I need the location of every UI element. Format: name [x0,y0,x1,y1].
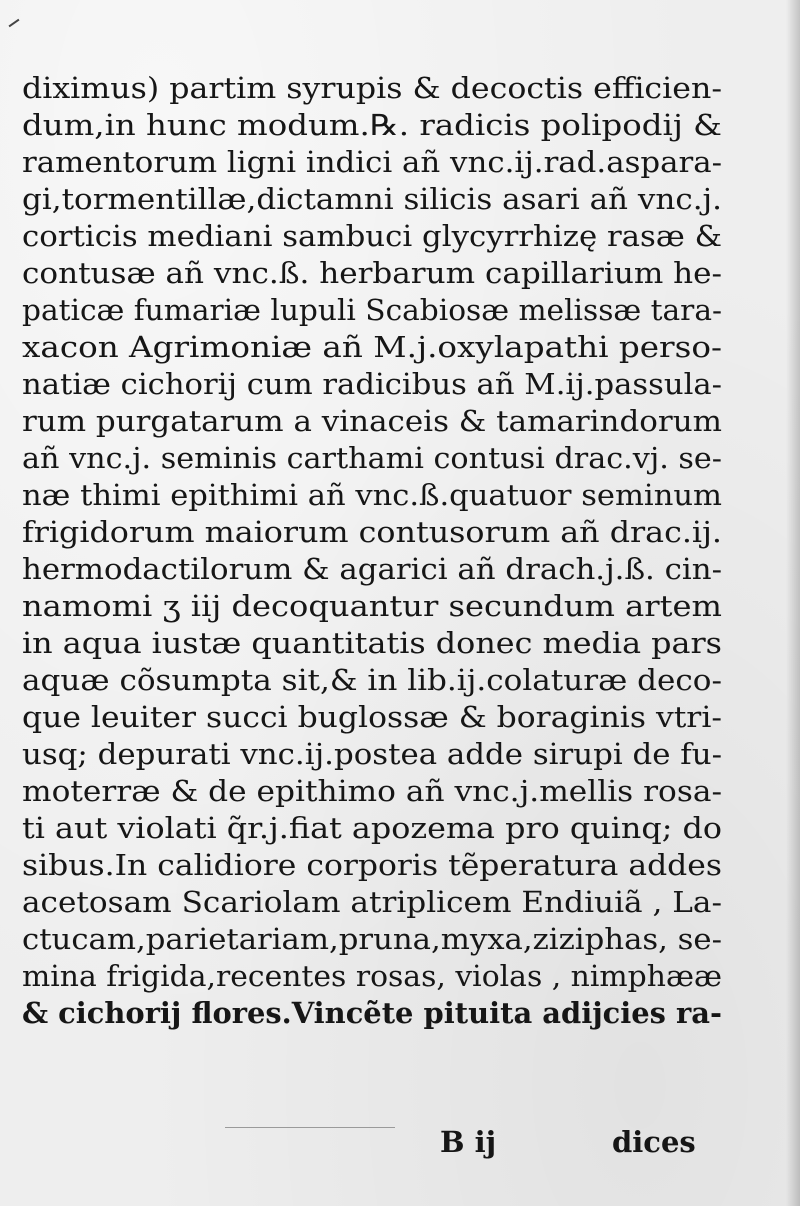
page-footer [0,1122,800,1162]
signature-mark: B ij [440,1125,497,1159]
text-line-14: hermodactilorum & agarici añ drach.j.ß. cin- [22,552,722,586]
text-line-12: næ thimi epithimi añ vnc.ß.quatuor seminum [22,478,722,512]
text-line-8: xacon Agrimoniæ añ M.j.oxylapathi perso- [22,330,722,364]
catchword: dices [612,1125,696,1159]
text-line-22: sibus.In calidiore corporis tẽperatura addes [22,848,722,882]
text-line-13: frigidorum maiorum contusorum añ drac.ij. [22,515,722,549]
text-line-16: in aqua iustæ quantitatis donec media pars [22,626,722,660]
text-line-21: ti aut violati q̃r.j.fiat apozema pro quinq; do [22,811,722,845]
text-line-4: gi,tormentillæ,dictamni silicis asari añ vnc.j. [22,182,722,216]
text-line-15: namomi ʒ iij decoquantur secundum artem [22,589,722,623]
text-line-19: usq; depurati vnc.ij.postea adde sirupi de fu- [22,737,722,771]
text-line-26: & cichorij flores.Vincẽte pituita adijcies ra- [22,996,722,1030]
corner-mark [9,19,20,28]
text-line-5: corticis mediani sambuci glycyrrhizę rasæ & [22,219,722,253]
page-edge-shadow [786,0,800,1206]
text-line-9: natiæ cichorij cum radicibus añ M.ij.passula- [22,367,722,401]
text-line-17: aquæ cõsumpta sit,& in lib.ij.colaturæ deco- [22,663,722,697]
text-line-7: paticæ fumariæ lupuli Scabiosæ melissæ tara- [22,293,722,327]
text-line-25: mina frigida,recentes rosas, violas , nimphææ [22,959,723,993]
text-line-6: contusæ añ vnc.ß. herbarum capillarium he- [22,256,723,290]
text-line-10: rum purgatarum a vinaceis & tamarindorum [22,404,722,438]
text-line-24: ctucam,parietariam,pruna,myxa,ziziphas, se- [22,922,722,956]
text-line-20: moterræ & de epithimo añ vnc.j.mellis rosa- [22,774,722,808]
text-line-11: añ vnc.j. seminis carthami contusi drac.vj. se- [22,441,722,475]
text-line-3: ramentorum ligni indici añ vnc.ij.rad.aspara- [22,145,722,179]
page-text [22,70,722,1032]
text-line-18: que leuiter succi buglossæ & boraginis vtri- [22,700,722,734]
text-line-2: dum,in hunc modum.℞. radicis polipodij & [22,108,722,142]
text-line-1: diximus) partim syrupis & decoctis efficien- [22,71,722,105]
text-line-23: acetosam Scariolam atriplicem Endiuiã , La- [22,885,722,919]
